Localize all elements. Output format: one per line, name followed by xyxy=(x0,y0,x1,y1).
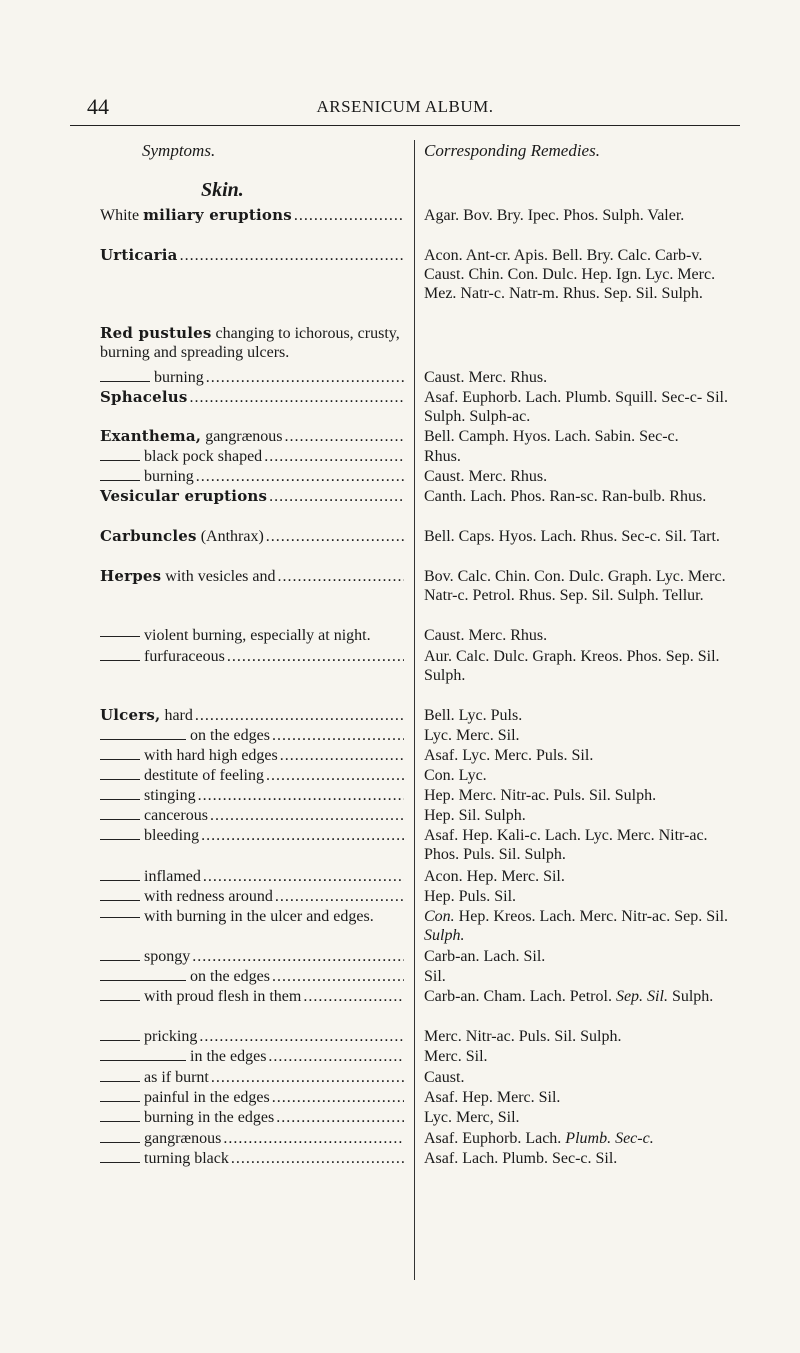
remedy-hard-high-edges: Asaf. Lyc. Merc. Puls. Sil. xyxy=(424,747,594,764)
remedy-spongy: Carb-an. Lach. Sil. xyxy=(424,948,546,965)
symptom-black-pock xyxy=(100,447,404,466)
symptom-text: furfuraceous xyxy=(144,648,225,665)
symptom-text: spongy xyxy=(144,948,191,965)
remedy-exanthema-burning: Caust. Merc. Rhus. xyxy=(424,468,548,485)
symptom-text: with redness around xyxy=(144,888,273,905)
symptom-text: with hard high edges xyxy=(144,747,278,764)
symptom-text: violent burning, especially at night. xyxy=(144,627,371,644)
symptom-text: turning black xyxy=(144,1150,229,1167)
symptom-furfuraceous xyxy=(100,647,404,666)
symptoms-column-heading: Symptoms. xyxy=(142,141,216,160)
symptom-text: (Anthrax) xyxy=(196,528,264,545)
remedy-pricking: Merc. Nitr-ac. Puls. Sil. Sulph. xyxy=(424,1028,622,1045)
symptom-red-pustules xyxy=(100,324,404,362)
symptom-text: hard xyxy=(160,707,193,724)
symptom-text: black pock shaped xyxy=(144,448,263,465)
symptom-bleeding xyxy=(100,826,404,845)
symptom-heading: Carbuncles xyxy=(100,527,197,545)
symptom-text: destitute of feeling xyxy=(144,767,264,784)
symptom-stinging xyxy=(100,786,404,805)
page-number: 44 xyxy=(87,94,109,119)
header-rule xyxy=(70,125,740,126)
column-divider xyxy=(414,140,415,1280)
symptom-painful-in-edges xyxy=(100,1088,404,1107)
running-title: ARSENICUM ALBUM. xyxy=(316,97,494,116)
remedy-pricking-in-edges: Merc. Sil. xyxy=(424,1048,488,1065)
symptom-text: stinging xyxy=(144,787,196,804)
symptom-pricking xyxy=(100,1027,404,1046)
remedy-cancerous: Hep. Sil. Sulph. xyxy=(424,807,526,824)
symptom-sphacelus xyxy=(100,388,404,407)
symptom-miliary-eruptions xyxy=(100,206,404,225)
symptom-text: gangrænous xyxy=(144,1130,222,1147)
symptom-cancerous xyxy=(100,806,404,825)
remedy-inflamed: Acon. Hep. Merc. Sil. xyxy=(424,868,565,885)
symptom-violent-burning xyxy=(100,626,404,645)
remedy-burning-ulcer-edges xyxy=(424,907,744,945)
symptom-inflamed xyxy=(100,867,404,886)
symptom-heading: miliary eruptions xyxy=(143,206,292,224)
symptom-heading: Vesicular eruptions xyxy=(100,487,268,505)
remedy-carbuncles: Bell. Caps. Hyos. Lach. Rhus. Sec-c. Sil. Tart. xyxy=(424,528,720,545)
symptom-destitute-of-feeling xyxy=(100,766,404,785)
symptom-redness-around xyxy=(100,887,404,906)
remedy-bleeding: Asaf. Hep. Kali-c. Lach. Lyc. Merc. Nitr-ac. Phos. Puls. Sil. Sulph. xyxy=(424,827,708,863)
symptom-spongy xyxy=(100,947,404,966)
remedy-gangraenous xyxy=(424,1129,744,1148)
remedy-proud-flesh xyxy=(424,987,744,1006)
remedy-herpes: Bov. Calc. Chin. Con. Dulc. Graph. Lyc. Merc. Natr-c. Petrol. Rhus. Sep. Sil. Sulph. Tellur. xyxy=(424,568,726,604)
remedy-hard-on-edges: Lyc. Merc. Sil. xyxy=(424,727,520,744)
remedy-sphacelus: Asaf. Euphorb. Lach. Plumb. Squill. Sec-c- Sil. Sulph. Sulph-ac. xyxy=(424,389,728,425)
symptom-text: as if burnt xyxy=(144,1069,209,1086)
symptom-burning-in-edges xyxy=(100,1108,404,1127)
remedy-as-if-burnt: Caust. xyxy=(424,1069,465,1086)
remedy-destitute-of-feeling: Con. Lyc. xyxy=(424,767,487,784)
symptom-text: pricking xyxy=(144,1028,198,1045)
symptom-spongy-on-edges xyxy=(100,967,404,986)
remedy-furfuraceous: Aur. Calc. Dulc. Graph. Kreos. Phos. Sep. Sil. Sulph. xyxy=(424,648,720,684)
remedy-emphasis: Sulph. xyxy=(424,927,465,944)
symptom-text: burning xyxy=(144,468,194,485)
remedy-emphasis: Plumb. Sec-c. xyxy=(565,1130,654,1147)
symptom-proud-flesh xyxy=(100,987,404,1006)
symptom-heading: Herpes xyxy=(100,567,162,585)
symptom-as-if-burnt xyxy=(100,1068,404,1087)
symptom-heading: Red pustules xyxy=(100,324,212,342)
symptom-heading: Ulcers, xyxy=(100,706,161,724)
symptom-vesicular-eruptions xyxy=(100,487,404,506)
remedy-text: Sulph. xyxy=(667,988,714,1005)
symptom-hard-high-edges xyxy=(100,746,404,765)
remedy-miliary-eruptions: Agar. Bov. Bry. Ipec. Phos. Sulph. Valer. xyxy=(424,207,685,224)
remedy-spongy-on-edges: Sil. xyxy=(424,968,446,985)
symptom-text: with vesicles and xyxy=(161,568,276,585)
symptom-ulcers-hard xyxy=(100,706,404,725)
remedy-ulcers-hard: Bell. Lyc. Puls. xyxy=(424,707,523,724)
remedies-column-heading: Corresponding Remedies. xyxy=(424,141,600,160)
symptom-hard-on-edges xyxy=(100,726,404,745)
remedy-text: Asaf. Euphorb. Lach. xyxy=(424,1130,566,1147)
symptom-text: painful in the edges xyxy=(144,1089,270,1106)
symptom-exanthema-burning xyxy=(100,467,404,486)
symptom-text: bleeding xyxy=(144,827,200,844)
remedy-urticaria: Acon. Ant-cr. Apis. Bell. Bry. Calc. Carb-v. Caust. Chin. Con. Dulc. Hep. Ign. Lyc. Merc. Mez. Natr-c. Natr-m. Rhus. Sep. Sil. Sulph. xyxy=(424,247,716,302)
symptom-urticaria xyxy=(100,246,404,265)
remedy-black-pock: Rhus. xyxy=(424,448,461,465)
symptom-herpes xyxy=(100,567,404,586)
remedy-vesicular-eruptions: Canth. Lach. Phos. Ran-sc. Ran-bulb. Rhus. xyxy=(424,488,707,505)
symptom-pricking-in-edges xyxy=(100,1047,404,1066)
symptom-text: with burning in the ulcer and edges. xyxy=(144,908,374,925)
symptom-text: gangrænous xyxy=(201,428,283,445)
symptom-turning-black xyxy=(100,1149,404,1168)
symptom-text: with proud flesh in them xyxy=(144,988,302,1005)
symptom-exanthema xyxy=(100,427,404,446)
remedy-text: Carb-an. Cham. Lach. Petrol. xyxy=(424,988,616,1005)
symptom-heading: Urticaria xyxy=(100,246,178,264)
remedy-violent-burning: Caust. Merc. Rhus. xyxy=(424,627,548,644)
symptom-text: cancerous xyxy=(144,807,208,824)
remedy-painful-in-edges: Asaf. Hep. Merc. Sil. xyxy=(424,1089,561,1106)
symptom-text: in the edges xyxy=(190,1048,267,1065)
symptom-carbuncles xyxy=(100,527,404,546)
symptom-heading: Sphacelus xyxy=(100,388,188,406)
remedy-burning-in-edges: Lyc. Merc, Sil. xyxy=(424,1109,520,1126)
section-title: Skin. xyxy=(201,179,244,201)
symptom-heading: Exanthema, xyxy=(100,427,202,445)
symptom-text: changing to ichorous, crusty, burning and spreading ulcers. xyxy=(100,325,400,361)
symptom-burning-ulcer-edges xyxy=(100,907,404,926)
symptom-text: inflamed xyxy=(144,868,201,885)
remedy-exanthema: Bell. Camph. Hyos. Lach. Sabin. Sec-c. xyxy=(424,428,679,445)
remedy-text: Hep. Kreos. Lach. Merc. Nitr-ac. Sep. Sil. xyxy=(454,908,729,925)
symptom-gangraenous xyxy=(100,1129,404,1148)
symptom-text: on the edges xyxy=(190,968,270,985)
remedy-emphasis: Con. xyxy=(424,908,455,925)
symptom-text: on the edges xyxy=(190,727,270,744)
symptom-text: White xyxy=(100,207,144,224)
remedy-emphasis: Sep. Sil. xyxy=(615,988,668,1005)
symptom-text: burning in the edges xyxy=(144,1109,275,1126)
remedy-stinging: Hep. Merc. Nitr-ac. Puls. Sil. Sulph. xyxy=(424,787,657,804)
remedy-red-pustules-burning: Caust. Merc. Rhus. xyxy=(424,369,548,386)
symptom-red-pustules-burning xyxy=(100,368,404,387)
remedy-turning-black: Asaf. Lach. Plumb. Sec-c. Sil. xyxy=(424,1150,618,1167)
page-header xyxy=(70,94,740,124)
symptom-text: burning xyxy=(154,369,204,386)
remedy-redness-around: Hep. Puls. Sil. xyxy=(424,888,517,905)
